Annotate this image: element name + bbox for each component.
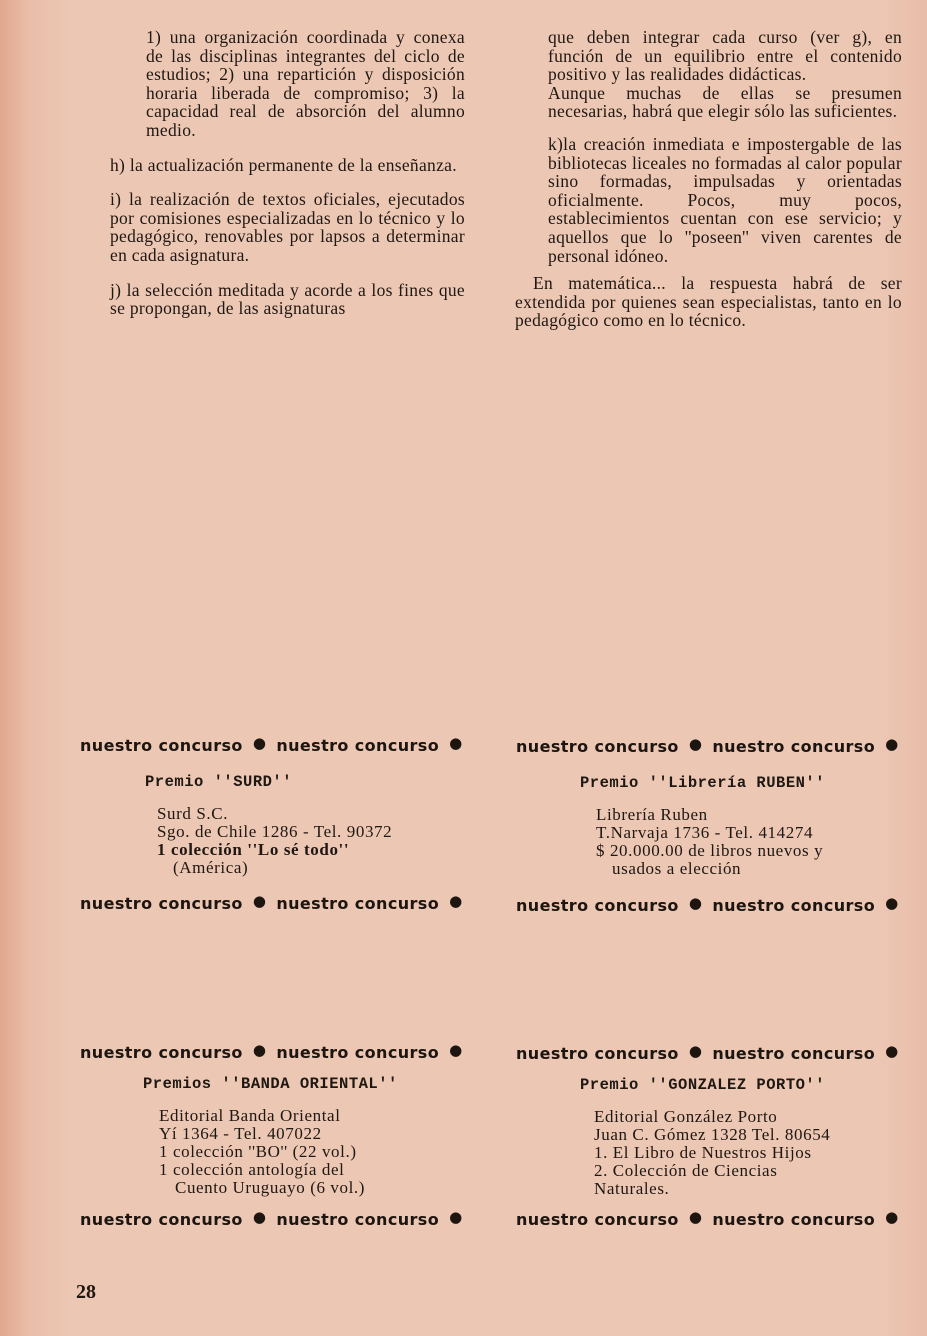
left-paragraph-h: h) la actualización permanente de la enseñanza. [110, 154, 457, 175]
contest-band-2a [516, 737, 909, 756]
bullet-icon: ● [252, 892, 267, 910]
bullet-icon: ● [252, 734, 267, 752]
band-text: nuestro concurso [712, 1044, 876, 1063]
bullet-icon: ● [885, 1208, 899, 1226]
bullet-icon: ● [449, 892, 463, 910]
prize-line: Sgo. de Chile 1286 - Tel. 90372 [157, 822, 393, 841]
bullet-icon: ● [449, 1208, 463, 1226]
prize-line: Cuento Uruguayo (6 vol.) [175, 1178, 366, 1197]
contest-band-2b [516, 896, 909, 915]
right-paragraph-k: k)la creación inmediata e impostergable de las bibliotecas liceales no formadas al calor popular sino formadas, impulsadas y orientadas oficialmente. Pocos, muy pocos, establecimientos cuentan con ese servicio; y aquellos que lo ''poseen'' viven carentes de personal idóneo. [548, 133, 902, 266]
band-text: nuestro concurso [80, 894, 243, 913]
prize-line: 1 colección ''BO'' (22 vol.) [159, 1142, 357, 1161]
prize-title: Premios ''BANDA ORIENTAL'' [143, 1075, 398, 1093]
bullet-icon: ● [252, 1208, 267, 1226]
band-text: nuestro concurso [516, 737, 679, 756]
prize-line: Librería Ruben [596, 805, 708, 824]
bullet-icon: ● [688, 1208, 703, 1226]
band-text: nuestro concurso [516, 896, 679, 915]
prize-line: Surd S.C. [157, 804, 229, 823]
prize-line: 1 colección ''Lo sé todo'' [157, 840, 350, 859]
prize-line: T.Narvaja 1736 - Tel. 414274 [596, 823, 814, 842]
band-text: nuestro concurso [712, 896, 876, 915]
prize-line: Yí 1364 - Tel. 407022 [159, 1124, 322, 1143]
right-column [515, 28, 902, 330]
band-text: nuestro concurso [276, 1210, 440, 1229]
prize-line: 1 colección antología del [159, 1160, 345, 1179]
bullet-icon: ● [252, 1041, 267, 1059]
prize-surd [145, 773, 392, 877]
band-text: nuestro concurso [712, 1210, 876, 1229]
band-text: nuestro concurso [276, 1043, 440, 1062]
prize-line: 2. Colección de Ciencias Naturales. [594, 1161, 778, 1198]
prize-line: usados a elección [612, 859, 742, 878]
bullet-icon: ● [688, 735, 703, 753]
bullet-icon: ● [885, 894, 899, 912]
prize-ruben [580, 774, 825, 878]
contest-band-4b [516, 1210, 909, 1229]
bullet-icon: ● [449, 1041, 463, 1059]
prize-line: Editorial Banda Oriental [159, 1106, 341, 1125]
prize-line: Editorial González Porto [594, 1107, 778, 1126]
prize-line: Juan C. Gómez 1328 Tel. 80654 [594, 1125, 831, 1144]
prize-title: Premio ''GONZALEZ PORTO'' [580, 1076, 826, 1094]
prize-gonzalez-porto [580, 1076, 844, 1198]
right-paragraph-mat: En matemática... la respuesta habrá de ser extendida por quienes sean especialistas, tanto en lo pedagógico como en lo técnico. [515, 273, 902, 331]
right-paragraph-1: que deben integrar cada curso (ver g), en función de un equilibrio entre el contenido positivo y las realidades didácticas. [548, 27, 902, 85]
bullet-icon: ● [688, 894, 703, 912]
band-text: nuestro concurso [516, 1044, 679, 1063]
contest-band-4a [516, 1044, 909, 1063]
contest-band-3a [80, 1043, 473, 1062]
contest-band-1b [80, 894, 473, 913]
bullet-icon: ● [885, 735, 899, 753]
prize-banda-oriental [143, 1075, 398, 1197]
prize-line: $ 20.000.00 de libros nuevos y [596, 841, 824, 860]
right-paragraph-2: Aunque muchas de ellas se presumen necesarias, habrá que elegir sólo las suficientes. [548, 82, 902, 122]
left-paragraph-1: 1) una organización coordinada y conexa de las disciplinas integrantes del ciclo de estudios; 2) una repartición y disposición horaria liberada de compromiso; 3) la capacidad real de absorción del alumno medio. [146, 27, 465, 140]
band-text: nuestro concurso [80, 1043, 243, 1062]
left-paragraph-i: i) la realización de textos oficiales, ejecutados por comisiones especializadas en lo técnico y lo pedagógico, renovables por lapsos a determinar en cada asignatura. [110, 189, 465, 265]
band-text: nuestro concurso [80, 736, 243, 755]
page-number: 28 [76, 1281, 96, 1303]
prize-title: Premio ''Librería RUBEN'' [580, 774, 826, 792]
prize-title: Premio ''SURD'' [145, 773, 293, 791]
left-column [110, 28, 465, 318]
band-text: nuestro concurso [276, 894, 440, 913]
bullet-icon: ● [885, 1042, 899, 1060]
contest-band-3b [80, 1210, 473, 1229]
bullet-icon: ● [449, 734, 463, 752]
left-paragraph-j: j) la selección meditada y acorde a los fines que se propongan, de las asignaturas [110, 279, 465, 319]
prize-line: 1. El Libro de Nuestros Hijos [594, 1143, 812, 1162]
prize-line: (América) [173, 858, 249, 877]
band-text: nuestro concurso [712, 737, 876, 756]
band-text: nuestro concurso [516, 1210, 679, 1229]
bullet-icon: ● [688, 1042, 703, 1060]
contest-band-1a [80, 736, 473, 755]
band-text: nuestro concurso [80, 1210, 243, 1229]
band-text: nuestro concurso [276, 736, 440, 755]
